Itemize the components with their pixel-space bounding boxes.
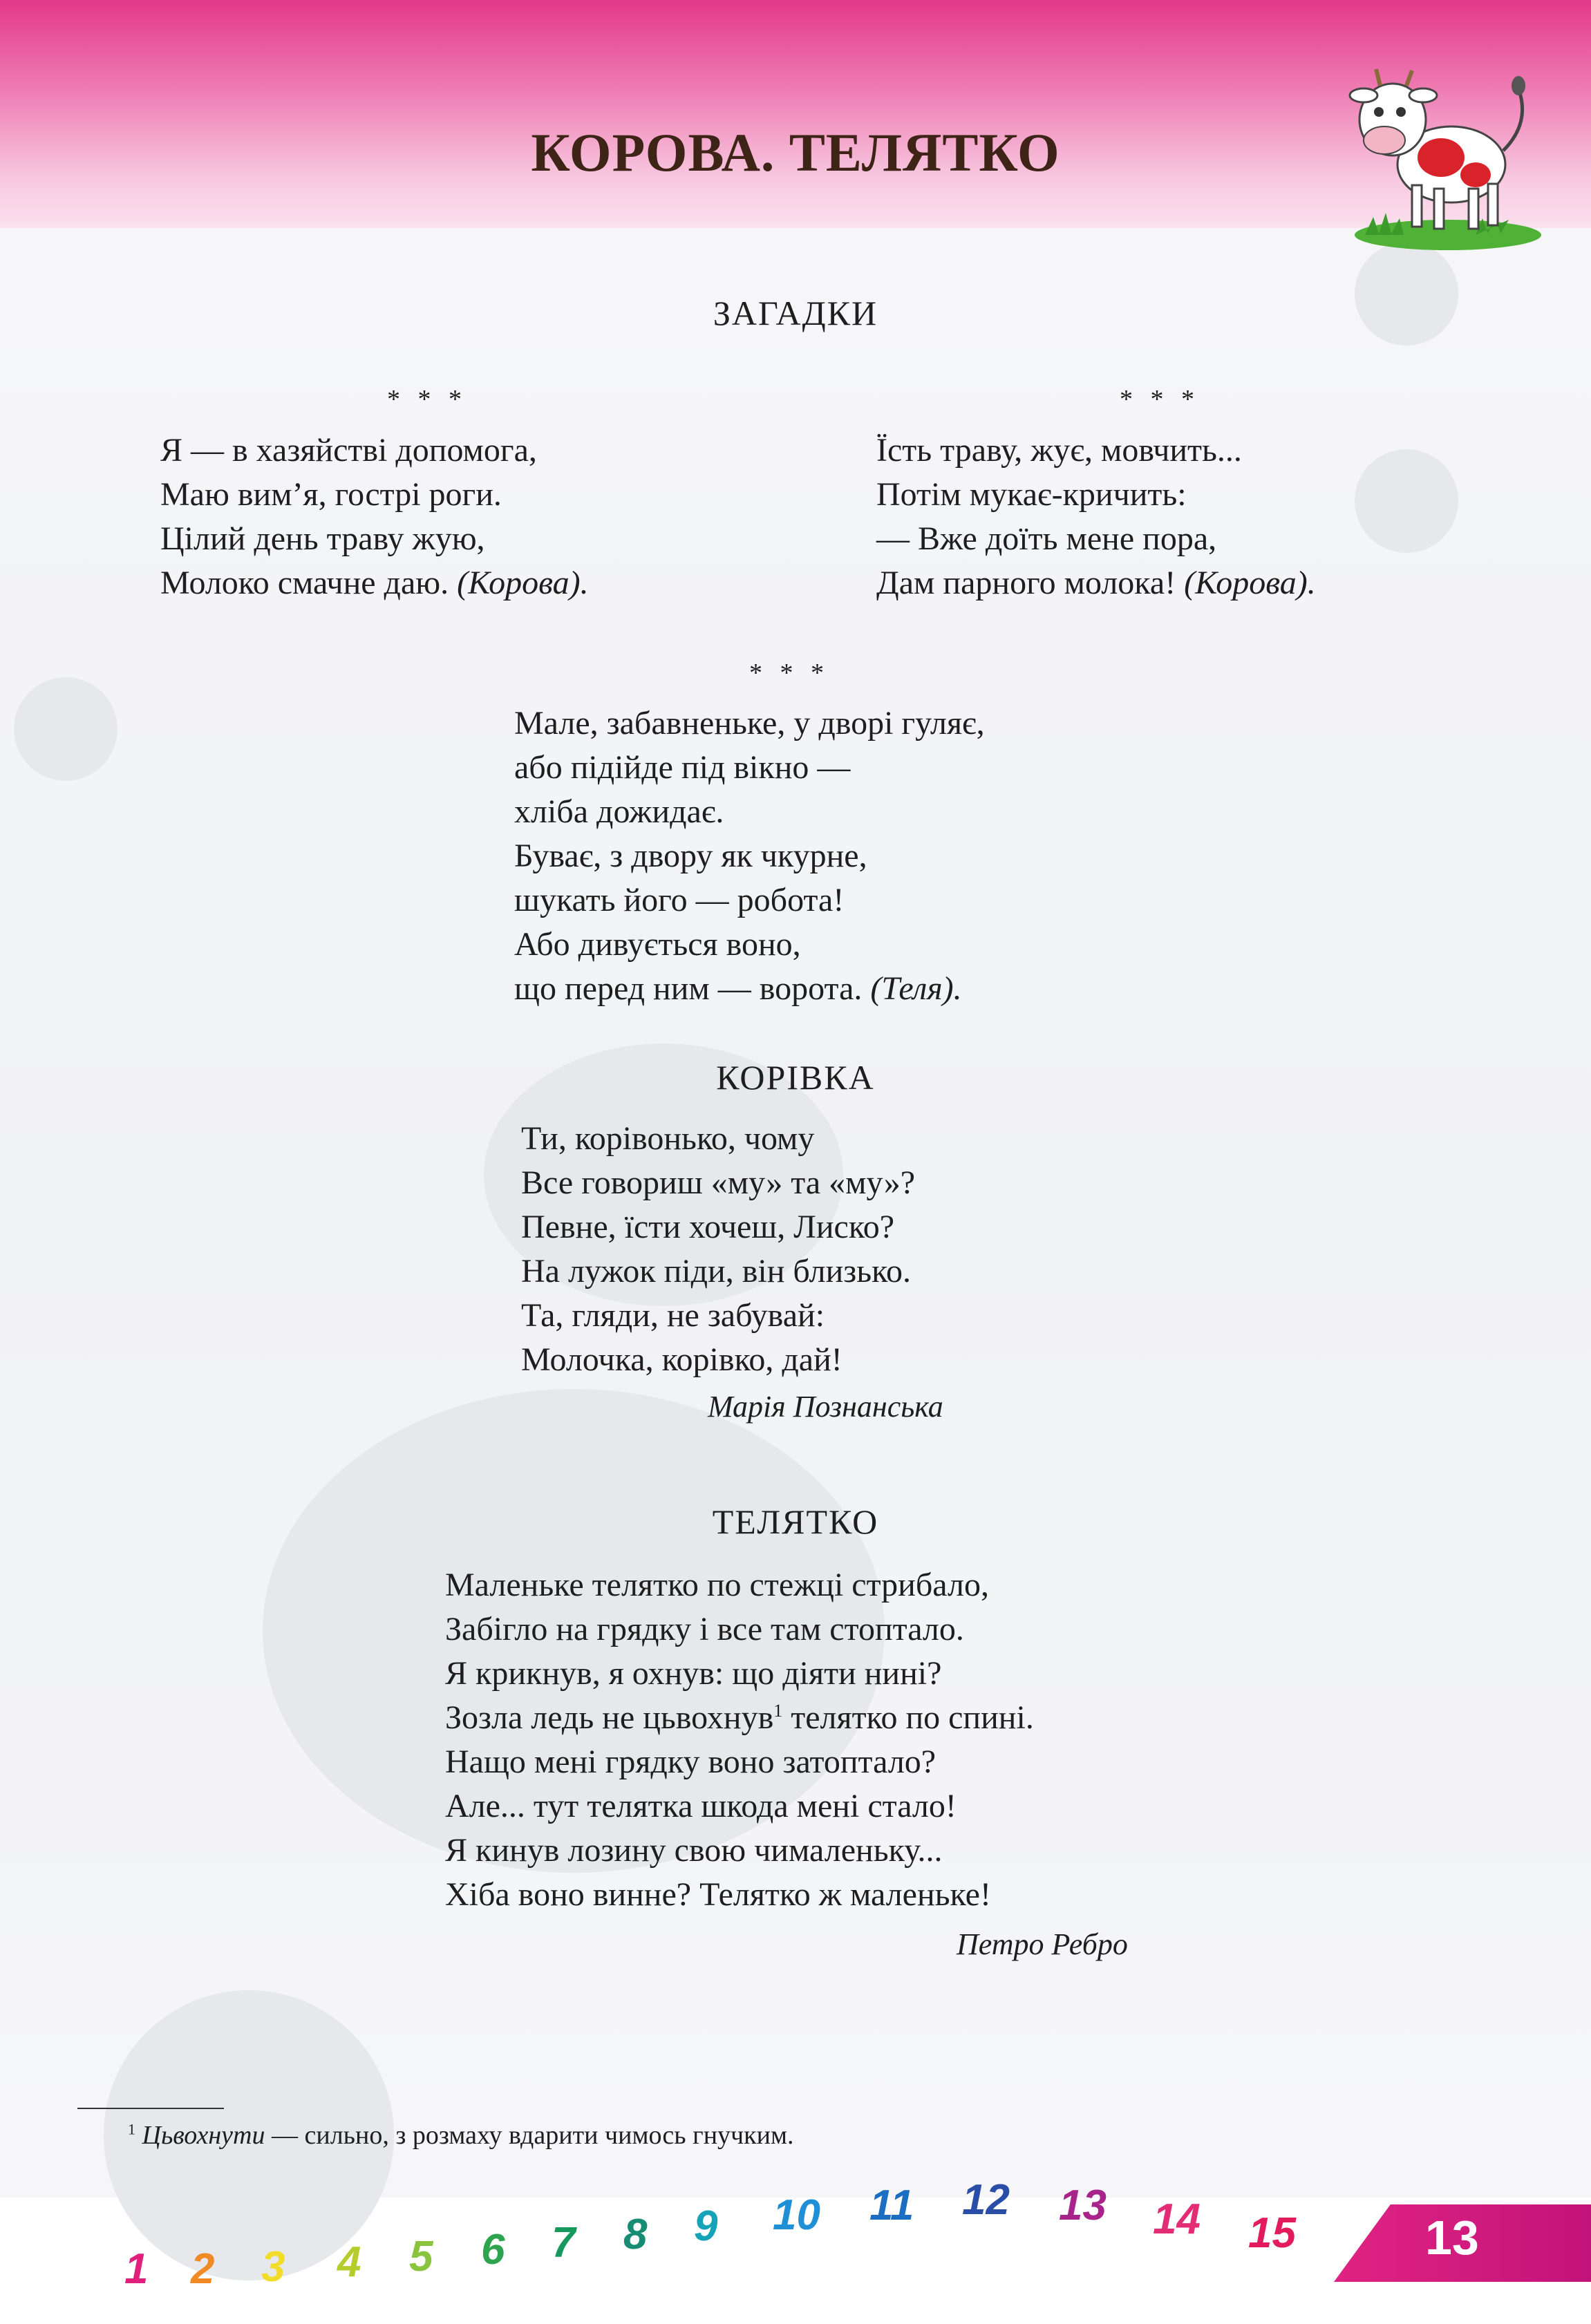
footnote-divider (77, 2108, 224, 2109)
strip-number: 13 (1059, 2182, 1107, 2229)
korivka-line: Певне, їсти хочеш, Лиско? (521, 1209, 894, 1245)
footnote-marker: 1 (773, 1701, 783, 1721)
riddle-3-line: Мале, забавненьке, у дворі гуляє, (514, 705, 985, 741)
korivka-line: Все говориш «му» та «му»? (521, 1164, 915, 1201)
footnote-definition: — сильно, з розмаху вдарити чимось гнучким. (265, 2121, 794, 2150)
riddle-1-line: Маю вим’я, гострі роги. (160, 476, 502, 513)
strip-number: 3 (261, 2243, 285, 2291)
strip-number: 15 (1248, 2209, 1296, 2257)
footnote (128, 2120, 794, 2151)
riddle-separator: * * * (387, 385, 467, 414)
teliatko-line: Але... тут телятка шкода мені стало! (445, 1788, 957, 1824)
teliatko-line: Хіба воно винне? Телятко ж маленьке! (445, 1876, 991, 1913)
riddle-2 (876, 428, 1316, 605)
riddle-3-line: Буває, з двору як чкурне, (514, 838, 867, 874)
footnote-term: Цьвохнути (142, 2121, 265, 2150)
riddle-2-line: — Вже доїть мене пора, (876, 520, 1217, 557)
riddle-3-line: шукать його — робота! (514, 882, 845, 918)
riddle-1-line: Цілий день траву жую, (160, 520, 485, 557)
riddle-separator: * * * (1120, 385, 1200, 414)
riddle-separator: * * * (749, 659, 829, 688)
riddle-1-line: Молоко смачне даю. (Корова). (160, 565, 589, 601)
footnote-number: 1 (128, 2120, 135, 2138)
strip-number: 1 (124, 2245, 149, 2293)
strip-number: 7 (552, 2219, 576, 2267)
page-title: КОРОВА. ТЕЛЯТКО (531, 122, 1060, 182)
strip-number: 14 (1153, 2195, 1201, 2243)
korivka-line: Та, гляди, не забувай: (521, 1297, 825, 1334)
korivka-author: Марія Познанська (708, 1390, 943, 1424)
teliatko-line: Маленьке телятко по стежці стрибало, (445, 1567, 989, 1603)
riddle-1-line: Я — в хазяйстві допомога, (160, 432, 537, 469)
teliatko-line: Нащо мені грядку воно затоптало? (445, 1744, 936, 1780)
strip-number: 2 (191, 2245, 215, 2293)
korivka-line: На лужок піди, він близько. (521, 1253, 911, 1289)
riddle-3-line: або підійде під вікно — (514, 749, 851, 786)
teliatko-line: Я кинув лозину свою чималеньку... (445, 1832, 943, 1869)
strip-number: 10 (773, 2191, 820, 2239)
strip-number: 11 (869, 2182, 914, 2229)
teliatko-poem (445, 1563, 1034, 1917)
korivka-poem (521, 1117, 915, 1382)
riddle-3 (514, 701, 985, 1011)
page-number: 13 (1425, 2211, 1479, 2265)
riddle-3-line: що перед ним — ворота. (Теля). (514, 970, 962, 1007)
riddle-3-line: Або дивується воно, (514, 926, 801, 963)
riddle-3-line: хліба дожидає. (514, 793, 724, 830)
riddle-2-line: Потім мукає-кричить: (876, 476, 1187, 513)
teliatko-line: Зозла ледь не цьвохнув$^1$ телятко по спині. (445, 1699, 1034, 1736)
strip-number: 6 (481, 2226, 505, 2274)
riddle-2-line: Їсть траву, жує, мовчить... (876, 432, 1242, 469)
korivka-heading: КОРІВКА (716, 1058, 875, 1097)
strip-number: 9 (694, 2202, 718, 2250)
korivka-line: Ти, корівонько, чому (521, 1120, 815, 1157)
teliatko-line: Я крикнув, я охнув: що діяти нині? (445, 1655, 942, 1692)
riddle-3-answer: (Теля). (870, 970, 962, 1007)
strip-number: 5 (409, 2233, 433, 2280)
riddle-1 (160, 428, 589, 605)
strip-number: 8 (623, 2211, 648, 2258)
teliatko-heading: ТЕЛЯТКО (712, 1502, 879, 1541)
riddle-1-answer: (Корова). (457, 565, 589, 601)
riddle-2-line: Дам парного молока! (Корова). (876, 565, 1316, 601)
strip-number: 12 (962, 2176, 1010, 2224)
riddle-2-answer: (Корова). (1184, 565, 1316, 601)
korivka-line: Молочка, корівко, дай! (521, 1341, 842, 1378)
teliatko-line: Забігло на грядку і все там стоптало. (445, 1611, 964, 1647)
riddles-heading: ЗАГАДКИ (713, 294, 878, 332)
strip-number: 4 (337, 2238, 361, 2286)
teliatko-author: Петро Ребро (957, 1927, 1128, 1961)
